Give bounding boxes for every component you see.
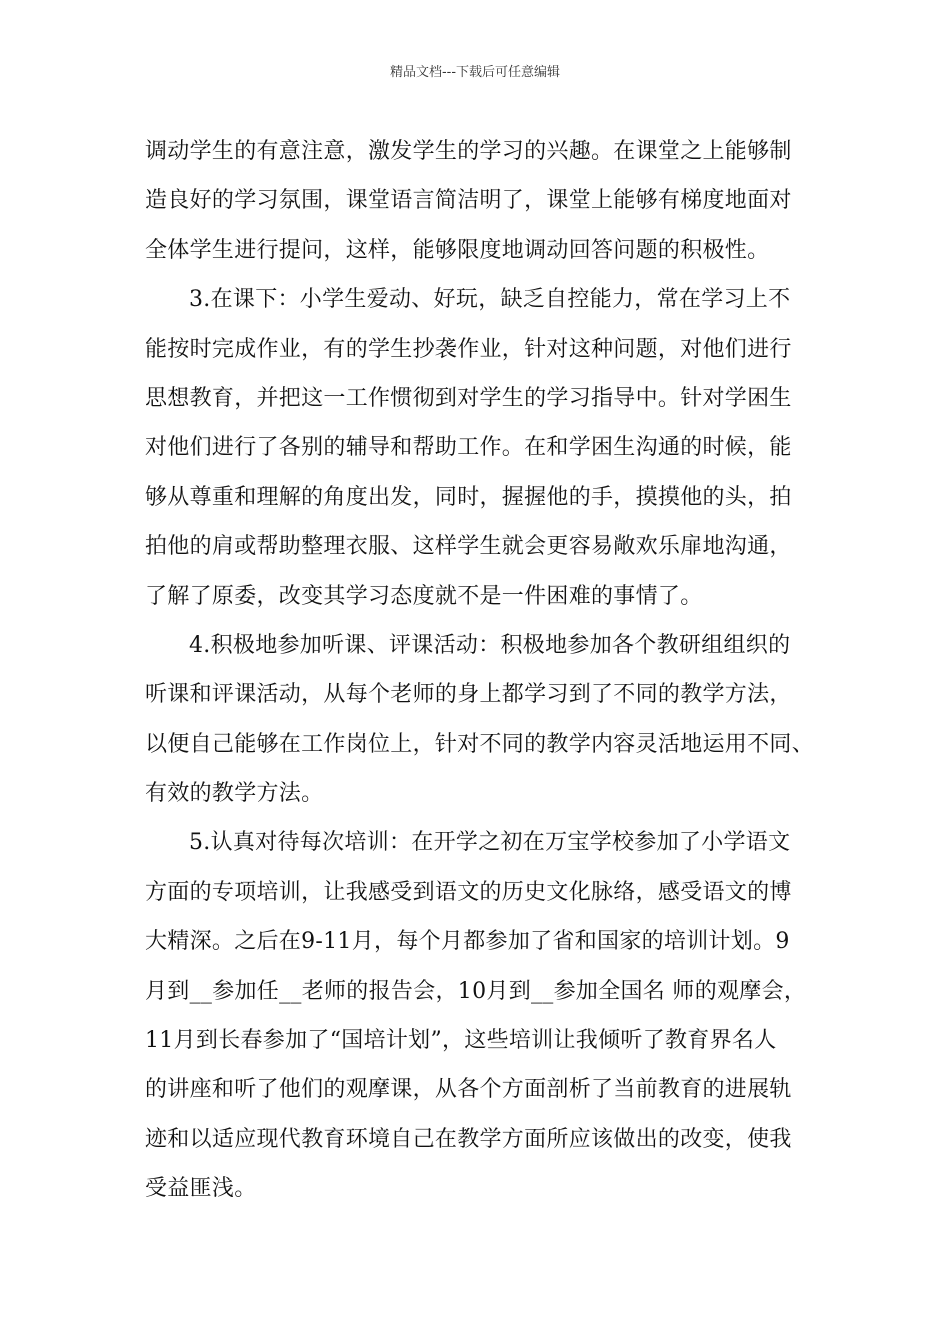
text-line: 全体学生进行提问，这样，能够限度地调动回答问题的积极性。 bbox=[145, 237, 770, 263]
text-line: 能按时完成作业，有的学生抄袭作业，针对这种问题，对他们进行 bbox=[145, 336, 792, 362]
text-line: 调动学生的有意注意，激发学生的学习的兴趣。在课堂之上能够制 bbox=[145, 139, 792, 164]
text-line: 听课和评课活动，从每个老师的身上都学习到了不同的教学方法， bbox=[145, 682, 792, 708]
text-line: 受益匪浅。 bbox=[145, 1176, 257, 1202]
text-line: 造良好的学习氛围，课堂语言简洁明了，课堂上能够有梯度地面对 bbox=[145, 188, 792, 214]
text-line: 有效的教学方法。 bbox=[145, 781, 324, 807]
paragraph-start-line: 3.在课下：小学生爱动、好玩，缺乏自控能力，常在学习上不 bbox=[189, 287, 791, 313]
text-line: 够从尊重和理解的角度出发，同时，握握他的手，摸摸他的头，拍 bbox=[145, 484, 792, 510]
text-line: 迹和以适应现代教育环境自己在教学方面所应该做出的改变，使我 bbox=[145, 1126, 792, 1152]
text-line: 大精深。之后在9-11月，每个月都参加了省和国家的培训计划。9 bbox=[145, 929, 790, 955]
text-line: 11月到长春参加了“国培计划”，这些培训让我倾听了教育界名人 bbox=[145, 1028, 777, 1054]
paragraph-start-line: 4.积极地参加听课、评课活动：积极地参加各个教研组组织的 bbox=[189, 632, 791, 658]
text-line: 月到__参加任__老师的报告会，10月到__参加全国名 师的观摩会， bbox=[145, 978, 807, 1004]
text-line: 的讲座和听了他们的观摩课，从各个方面剖析了当前教育的进展轨 bbox=[145, 1077, 792, 1103]
text-line: 拍他的肩或帮助整理衣服、这样学生就会更容易敞欢乐扉地沟通， bbox=[145, 534, 792, 560]
text-line: 思想教育，并把这一工作惯彻到对学生的学习指导中。针对学困生 bbox=[145, 385, 792, 411]
paragraph-start-line: 5.认真对待每次培训：在开学之初在万宝学校参加了小学语文 bbox=[189, 830, 791, 856]
text-line: 以便自己能够在工作岗位上，针对不同的教学内容灵活地运用不同、 bbox=[145, 731, 815, 757]
text-line: 方面的专项培训，让我感受到语文的历史文化脉络，感受语文的博 bbox=[145, 879, 792, 905]
document-body bbox=[145, 132, 825, 1219]
text-line: 了解了原委，改变其学习态度就不是一件困难的事情了。 bbox=[145, 583, 703, 609]
text-line: 对他们进行了各别的辅导和帮助工作。在和学困生沟通的时候，能 bbox=[145, 435, 792, 461]
page-header: 精品文档---下载后可任意编辑 bbox=[389, 65, 561, 80]
